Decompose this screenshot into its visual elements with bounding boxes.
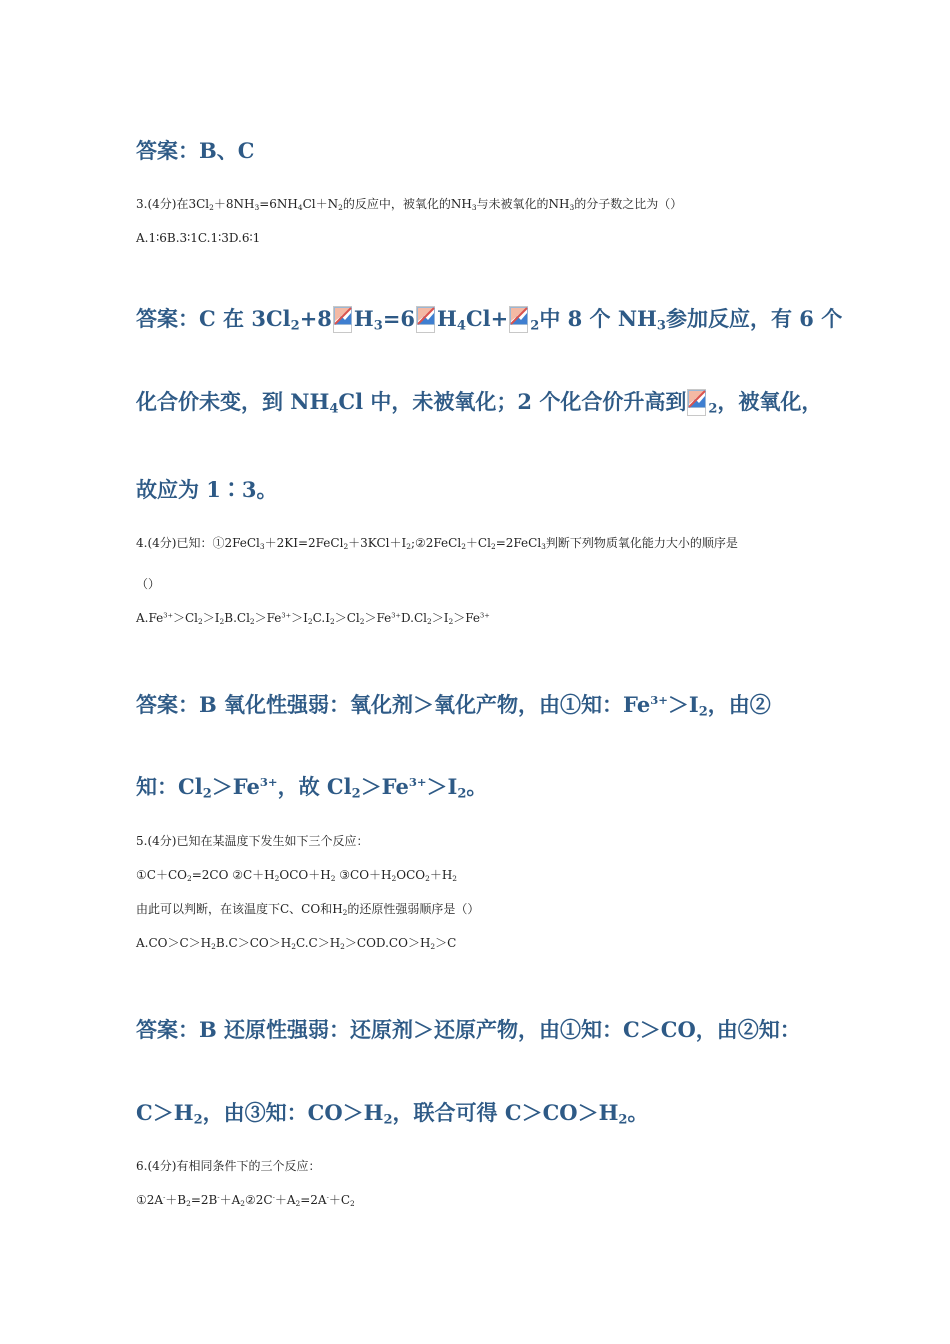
broken-image-icon bbox=[333, 306, 353, 334]
question-4-line-2: （） bbox=[136, 577, 161, 591]
question-5-options: $A.CO>C>H_2B.C>CO>H_2C.C>H_2>COD.CO>H_2>C$ bbox=[136, 936, 457, 951]
question-3: 3.(4分)在$3Cl_2+8NH_3=6NH_4Cl+N_2$的反应中，被氧化的$NH_3$与未被氧化的$NH_3$的分子数之比为（） bbox=[136, 197, 683, 212]
broken-image-icon bbox=[509, 306, 529, 334]
question-4: 4.(4分)已知：$①2FeCl_3+2KI=2FeCl_2+3KCl+I_2;②2FeCl_2+Cl_2=2FeCl_3$判断下列物质氧化能力大小的顺序是 bbox=[136, 536, 738, 551]
broken-image-icon bbox=[416, 306, 436, 334]
answer-5-line-1: 答案：B 还原性强弱：还原剂＞还原产物，由①知：C＞CO，由②知： bbox=[136, 1017, 801, 1042]
broken-image-icon bbox=[687, 389, 707, 417]
answer-4-line-1: 答案：B 氧化性强弱：氧化剂＞氧化产物，由①知：$Fe^{3+}>I_2$，由② bbox=[136, 692, 771, 720]
question-5-ask: 由此可以判断，在该温度下C、CO和$H_2$的还原性强弱顺序是（） bbox=[136, 902, 480, 917]
question-4-options: $A.Fe^{3+}>Cl_2>I_2B.Cl_2>Fe^{3+}>I_2C.I_2>Cl_2>Fe^{3+}D.Cl_2>I_2>Fe^{3+}$ bbox=[136, 611, 490, 626]
answer-5-line-2: $C>H_2$，由③知：$CO>H_2$，联合可得 $C>CO>H_2$。 bbox=[136, 1100, 649, 1128]
answer-4-line-2: 知：$Cl_2>Fe^{3+}$，故 $Cl_2>Fe^{3+}>I_2$。 bbox=[136, 774, 488, 802]
answer-2: 答案：B、C bbox=[136, 138, 255, 163]
question-5: 5.(4分)已知在某温度下发生如下三个反应： bbox=[136, 834, 369, 848]
question-6-reactions: $①2A^-+B_2=2B^-+A_2②2C^-+A_2=2A^-+C_2$ bbox=[136, 1193, 355, 1208]
question-5-reactions: $①C+CO_2=2CO$ $②C+H_2OCO+H_2$ $③CO+H_2OCO_2+H_2$ bbox=[136, 868, 458, 883]
question-3-options: A.1∶6B.3∶1C.1∶3D.6∶1 bbox=[136, 231, 261, 245]
answer-3-line-1: 答案：C 在 $3Cl_2+8$ $H_3=6$ $H_4Cl+$ $_2$中 8 个 $NH_3$参加反应，有 6 个 bbox=[136, 306, 843, 334]
answer-3-line-2: 化合价未变，到 $NH_4Cl$ 中，未被氧化；2 个化合价升高到 $_2$，被氧化， bbox=[136, 389, 823, 417]
question-6: 6.(4分)有相同条件下的三个反应： bbox=[136, 1159, 321, 1173]
answer-3-line-3: 故应为 1∶3。 bbox=[136, 477, 278, 502]
